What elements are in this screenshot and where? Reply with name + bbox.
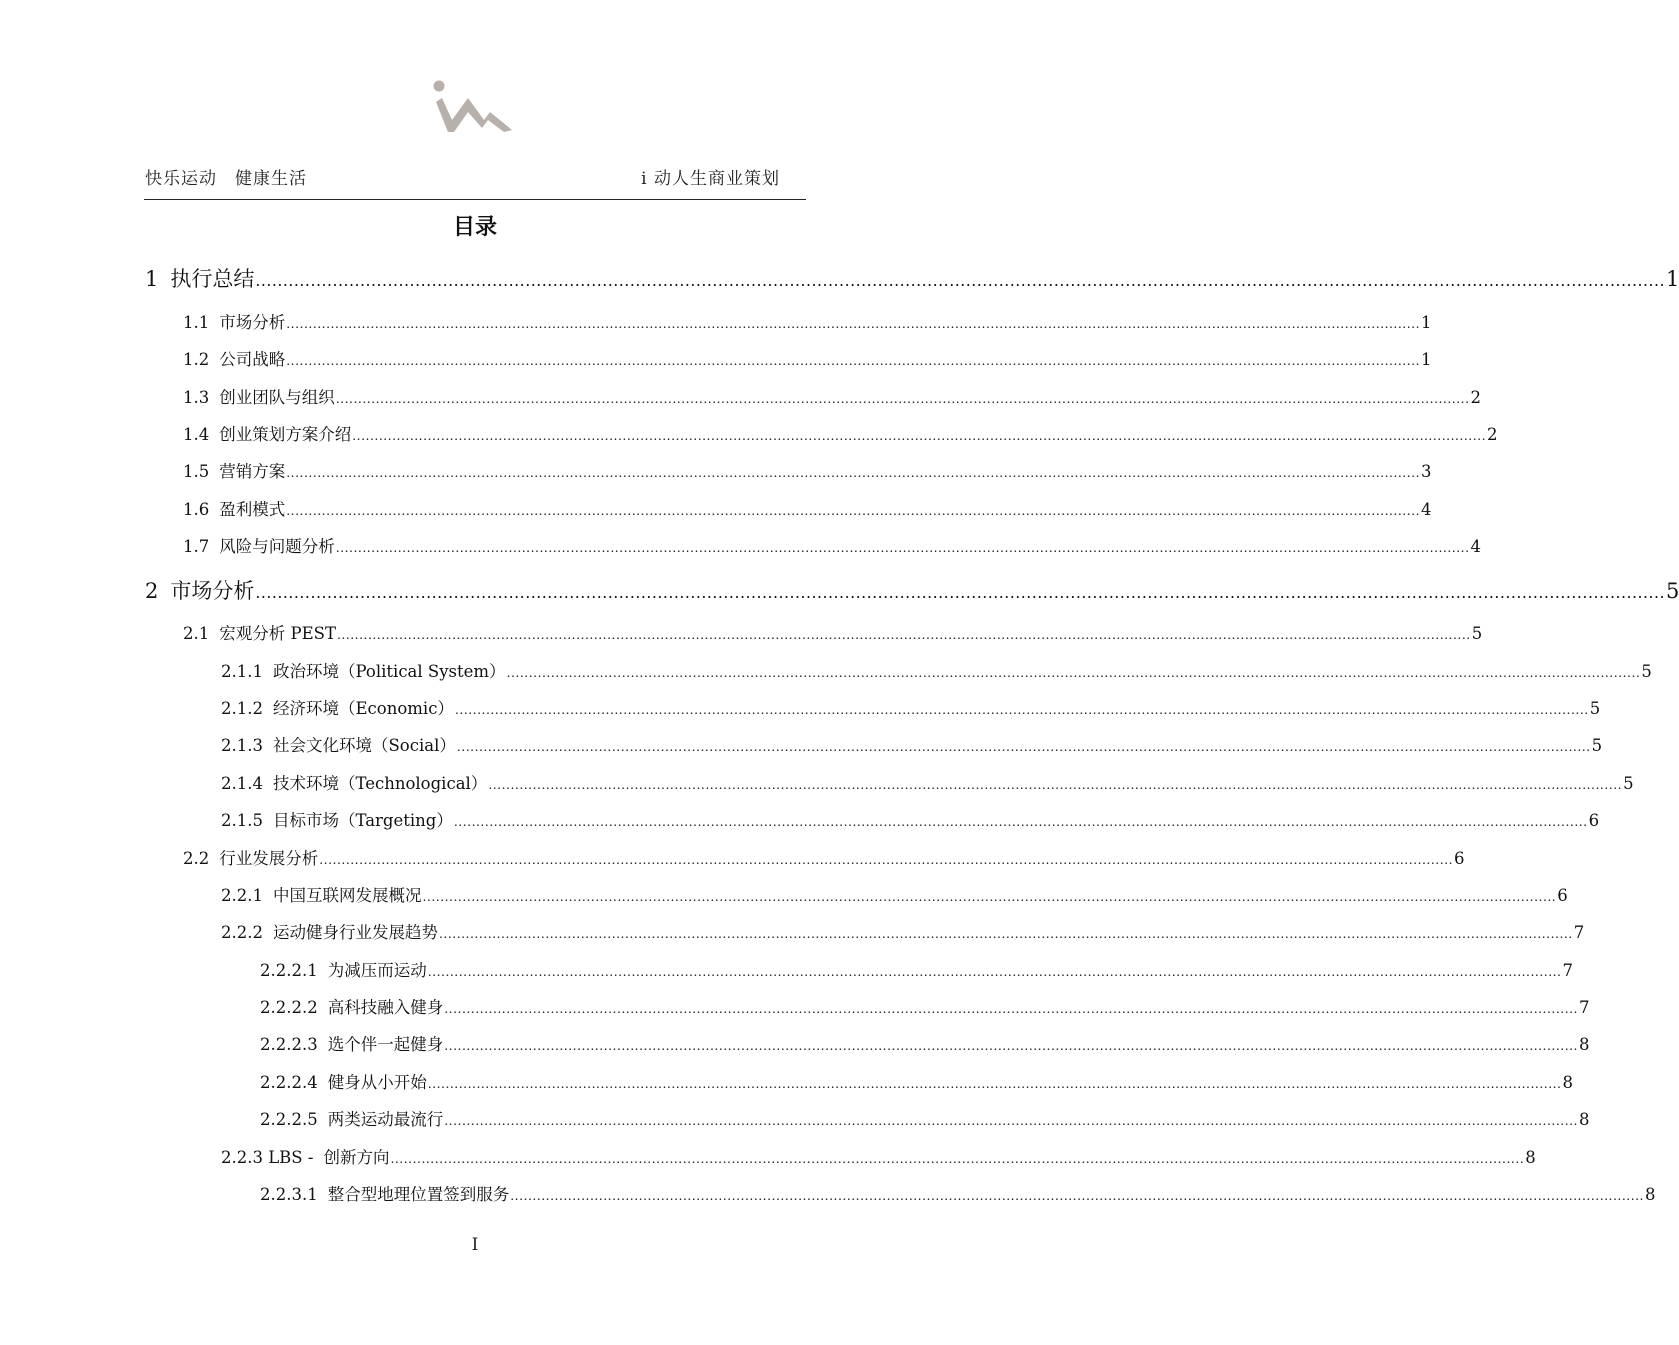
toc-entry-number: 2.2 bbox=[183, 849, 210, 868]
toc-entry-page: 8 bbox=[1562, 1073, 1573, 1092]
toc-entry-page: 5 bbox=[1623, 774, 1634, 793]
toc-entry-label: 中国互联网发展概况 bbox=[272, 886, 422, 905]
toc-entry-number: 2.2.3 LBS - bbox=[221, 1148, 314, 1167]
dot-leader: ................................................................................................................................................................................................................................................................ bbox=[390, 1152, 1525, 1166]
toc-entry-label: 市场分析 bbox=[170, 579, 255, 603]
toc-entry-label: 目标市场（Targeting） bbox=[272, 811, 453, 830]
toc-entry[interactable] bbox=[221, 1144, 1536, 1168]
toc-entry-page: 7 bbox=[1578, 998, 1590, 1017]
toc-entry-label: 高科技融入健身 bbox=[327, 998, 444, 1017]
toc-entry-label: 选个伴一起健身 bbox=[327, 1035, 444, 1054]
dot-leader: ................................................................................................................................................................................................................................................................ bbox=[427, 1077, 1562, 1091]
toc-entry[interactable] bbox=[221, 882, 1568, 906]
toc-entry[interactable] bbox=[145, 263, 1679, 293]
toc-entry-label: 创新方向 bbox=[323, 1148, 390, 1167]
dot-leader: ................................................................................................................................................................................................................................................................ bbox=[510, 1189, 1644, 1203]
toc-entry-page: 8 bbox=[1525, 1148, 1536, 1167]
toc-entry-number: 2.1 bbox=[183, 624, 210, 643]
dot-leader: ................................................................................................................................................................................................................................................................ bbox=[456, 740, 1591, 754]
toc-entry-page: 5 bbox=[1471, 624, 1483, 643]
header-slogan: 快乐运动 健康生活 bbox=[145, 169, 307, 189]
toc-entry-page: 5 bbox=[1591, 736, 1603, 755]
dot-leader: ................................................................................................................................................................................................................................................................ bbox=[453, 815, 1588, 829]
toc-entry-label: 风险与问题分析 bbox=[219, 537, 335, 556]
toc-entry-number: 2.1.5 bbox=[221, 811, 263, 830]
toc-entry-label: 政治环境（Political System） bbox=[272, 662, 506, 681]
toc-entry-label: 两类运动最流行 bbox=[327, 1110, 444, 1129]
toc-entry[interactable] bbox=[221, 695, 1601, 719]
toc-entry-label: 执行总结 bbox=[170, 267, 255, 291]
toc-entry[interactable] bbox=[260, 1031, 1590, 1055]
toc-entry[interactable] bbox=[221, 658, 1652, 682]
dot-leader: ................................................................................................................................................................................................................................................................ bbox=[352, 429, 1486, 443]
toc-entry[interactable] bbox=[183, 845, 1465, 869]
toc-entry-number: 1.1 bbox=[183, 313, 210, 332]
toc-entry-label: 社会文化环境（Social） bbox=[272, 736, 456, 755]
toc-entry-label: 盈利模式 bbox=[219, 500, 286, 519]
toc-entry-number: 1 bbox=[145, 267, 159, 291]
dot-leader: ................................................................................................................................................................................................................................................................ bbox=[454, 703, 1589, 717]
toc-entry-page: 1 bbox=[1421, 313, 1432, 332]
header-title: i 动人生商业策划 bbox=[641, 169, 780, 189]
toc-entry-label: 营销方案 bbox=[219, 462, 286, 481]
toc-entry-label: 运动健身行业发展趋势 bbox=[272, 923, 438, 942]
toc-entry[interactable] bbox=[145, 575, 1679, 605]
toc-entry[interactable] bbox=[183, 458, 1432, 482]
dot-leader: ................................................................................................................................................................................................................................................................ bbox=[444, 1002, 1578, 1016]
dot-leader: ................................................................................................................................................................................................................................................................ bbox=[438, 927, 1573, 941]
toc-entry-page: 2 bbox=[1470, 388, 1481, 407]
toc-entry-number: 2.1.3 bbox=[221, 736, 263, 755]
toc-entry-page: 6 bbox=[1557, 886, 1568, 905]
dot-leader: ................................................................................................................................................................................................................................................................ bbox=[335, 541, 1470, 555]
toc-entry-number: 1.2 bbox=[183, 350, 210, 369]
toc-entry[interactable] bbox=[221, 732, 1603, 756]
toc-entry-label: 经济环境（Economic） bbox=[272, 699, 454, 718]
toc-entry-label: 市场分析 bbox=[219, 313, 286, 332]
toc-entry-page: 1 bbox=[1421, 350, 1432, 369]
toc-entry-number: 1.7 bbox=[183, 537, 210, 556]
toc-entry-number: 2.2.2.2 bbox=[260, 998, 318, 1017]
toc-entry-number: 2.2.1 bbox=[221, 886, 263, 905]
toc-entry-label: 宏观分析 PEST bbox=[219, 624, 336, 643]
toc-entry-page: 4 bbox=[1421, 500, 1432, 519]
toc-entry-label: 公司战略 bbox=[219, 350, 286, 369]
toc-entry[interactable] bbox=[183, 421, 1498, 445]
toc-entry[interactable] bbox=[183, 309, 1432, 333]
toc-entry[interactable] bbox=[183, 346, 1432, 370]
dot-leader: ................................................................................................................................................................................................................................................................ bbox=[255, 583, 1666, 602]
toc-entry-label: 技术环境（Technological） bbox=[272, 774, 488, 793]
toc-entry-number: 2.2.3.1 bbox=[260, 1185, 318, 1204]
toc-entry-page: 5 bbox=[1666, 579, 1679, 603]
dot-leader: ................................................................................................................................................................................................................................................................ bbox=[286, 354, 1420, 368]
toc-entry-page: 4 bbox=[1470, 537, 1481, 556]
toc-entry-number: 2.2.2.5 bbox=[260, 1110, 318, 1129]
dot-leader: ................................................................................................................................................................................................................................................................ bbox=[444, 1039, 1578, 1053]
toc-entry-page: 1 bbox=[1666, 267, 1679, 291]
toc-entry[interactable] bbox=[221, 807, 1600, 831]
toc-entry-number: 2.2.2.1 bbox=[260, 961, 318, 980]
toc-entry-label: 创业团队与组织 bbox=[219, 388, 335, 407]
dot-leader: ................................................................................................................................................................................................................................................................ bbox=[488, 778, 1623, 792]
toc-entry-label: 行业发展分析 bbox=[219, 849, 319, 868]
toc-entry-page: 8 bbox=[1578, 1035, 1590, 1054]
toc-entry-page: 6 bbox=[1454, 849, 1465, 868]
dot-leader: ................................................................................................................................................................................................................................................................ bbox=[506, 666, 1641, 680]
dot-leader: ................................................................................................................................................................................................................................................................ bbox=[286, 317, 1420, 331]
toc-entry[interactable] bbox=[183, 533, 1481, 557]
toc-entry-page: 8 bbox=[1578, 1110, 1590, 1129]
toc-entry-page: 5 bbox=[1641, 662, 1652, 681]
dot-leader: ................................................................................................................................................................................................................................................................ bbox=[335, 392, 1470, 406]
toc-entry[interactable] bbox=[183, 384, 1481, 408]
toc-entry[interactable] bbox=[221, 770, 1634, 794]
dot-leader: ................................................................................................................................................................................................................................................................ bbox=[427, 965, 1562, 979]
toc-entry-page: 8 bbox=[1644, 1185, 1656, 1204]
toc-entry-number: 1.4 bbox=[183, 425, 210, 444]
toc-entry-number: 2.2.2 bbox=[221, 923, 263, 942]
dot-leader: ................................................................................................................................................................................................................................................................ bbox=[422, 890, 1557, 904]
toc-entry[interactable] bbox=[260, 1106, 1590, 1130]
dot-leader: ................................................................................................................................................................................................................................................................ bbox=[286, 504, 1420, 518]
dot-leader: ................................................................................................................................................................................................................................................................ bbox=[286, 466, 1420, 480]
toc-entry-page: 7 bbox=[1573, 923, 1585, 942]
toc-entry[interactable] bbox=[260, 1069, 1573, 1093]
toc-entry-number: 1.6 bbox=[183, 500, 210, 519]
toc-entry[interactable] bbox=[221, 919, 1585, 943]
toc-entry-number: 1.5 bbox=[183, 462, 210, 481]
toc-entry-number: 2.2.2.3 bbox=[260, 1035, 318, 1054]
toc-entry-number: 2 bbox=[145, 579, 159, 603]
toc-entry-number: 1.3 bbox=[183, 388, 210, 407]
toc-entry-label: 整合型地理位置签到服务 bbox=[327, 1185, 510, 1204]
toc-entry-number: 2.1.4 bbox=[221, 774, 263, 793]
toc-entry-label: 创业策划方案介绍 bbox=[219, 425, 352, 444]
toc-entry-number: 2.1.2 bbox=[221, 699, 263, 718]
toc-entry[interactable] bbox=[260, 957, 1573, 981]
toc-entry[interactable] bbox=[183, 620, 1483, 644]
dot-leader: ................................................................................................................................................................................................................................................................ bbox=[255, 271, 1666, 290]
toc-entry[interactable] bbox=[260, 1181, 1656, 1205]
toc-entry-page: 6 bbox=[1588, 811, 1600, 830]
toc-title: 目录 bbox=[452, 214, 497, 240]
toc-entry-number: 2.2.2.4 bbox=[260, 1073, 318, 1092]
toc-entry[interactable] bbox=[183, 496, 1432, 520]
toc-entry-page: 5 bbox=[1589, 699, 1601, 718]
toc-entry-page: 3 bbox=[1421, 462, 1432, 481]
toc-entry-page: 7 bbox=[1562, 961, 1573, 980]
toc-entry-label: 为减压而运动 bbox=[327, 961, 427, 980]
toc-entry-number: 2.1.1 bbox=[221, 662, 263, 681]
page-number: I bbox=[471, 1235, 479, 1255]
toc-entry-page: 2 bbox=[1487, 425, 1498, 444]
dot-leader: ................................................................................................................................................................................................................................................................ bbox=[319, 853, 1453, 867]
dot-leader: ................................................................................................................................................................................................................................................................ bbox=[444, 1114, 1578, 1128]
toc-entry-label: 健身从小开始 bbox=[327, 1073, 427, 1092]
toc-entry[interactable] bbox=[260, 994, 1590, 1018]
dot-leader: ................................................................................................................................................................................................................................................................ bbox=[336, 628, 1471, 642]
